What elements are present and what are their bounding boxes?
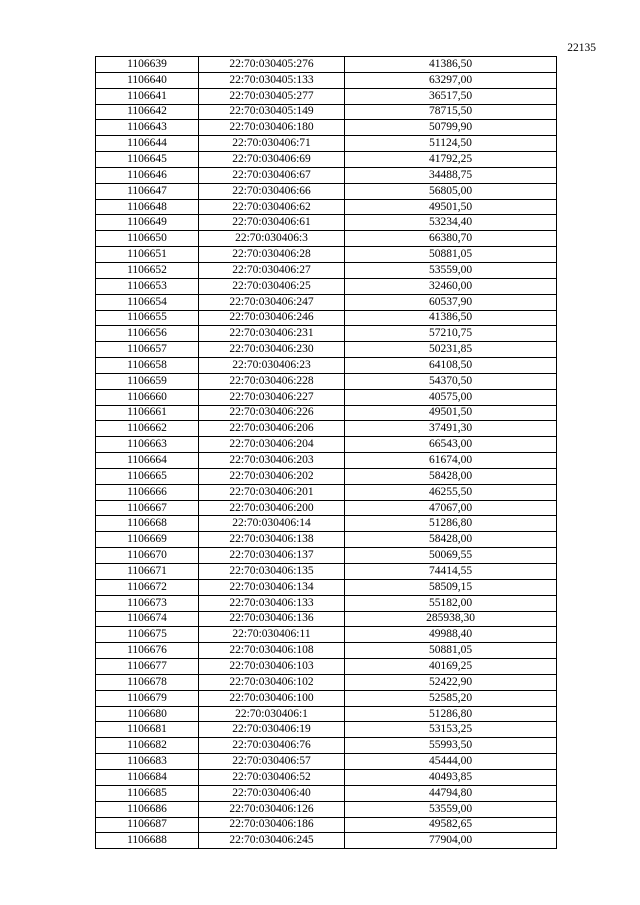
value-cell: 40169,25 bbox=[345, 659, 557, 675]
table-body bbox=[96, 57, 557, 849]
table-row bbox=[96, 532, 557, 548]
row-number-cell: 1106662 bbox=[96, 421, 199, 437]
table-row bbox=[96, 484, 557, 500]
table-row bbox=[96, 690, 557, 706]
value-cell: 285938,30 bbox=[345, 611, 557, 627]
row-number-cell: 1106645 bbox=[96, 152, 199, 168]
cadastral-number-cell: 22:70:030406:57 bbox=[199, 754, 345, 770]
value-cell: 50069,55 bbox=[345, 548, 557, 564]
table-row bbox=[96, 278, 557, 294]
value-cell: 45444,00 bbox=[345, 754, 557, 770]
row-number-cell: 1106674 bbox=[96, 611, 199, 627]
table-row bbox=[96, 706, 557, 722]
value-cell: 53234,40 bbox=[345, 215, 557, 231]
row-number-cell: 1106646 bbox=[96, 167, 199, 183]
row-number-cell: 1106681 bbox=[96, 722, 199, 738]
cadastral-number-cell: 22:70:030406:200 bbox=[199, 500, 345, 516]
cadastral-number-cell: 22:70:030405:149 bbox=[199, 104, 345, 120]
row-number-cell: 1106654 bbox=[96, 294, 199, 310]
cadastral-number-cell: 22:70:030406:230 bbox=[199, 342, 345, 358]
value-cell: 50881,05 bbox=[345, 247, 557, 263]
table-row bbox=[96, 136, 557, 152]
table-row bbox=[96, 294, 557, 310]
row-number-cell: 1106655 bbox=[96, 310, 199, 326]
cadastral-number-cell: 22:70:030406:180 bbox=[199, 120, 345, 136]
cadastral-number-cell: 22:70:030406:52 bbox=[199, 769, 345, 785]
cadastral-number-cell: 22:70:030406:40 bbox=[199, 785, 345, 801]
cadastral-number-cell: 22:70:030406:137 bbox=[199, 548, 345, 564]
value-cell: 40575,00 bbox=[345, 389, 557, 405]
value-cell: 55993,50 bbox=[345, 738, 557, 754]
table-row bbox=[96, 548, 557, 564]
cadastral-number-cell: 22:70:030406:108 bbox=[199, 643, 345, 659]
value-cell: 52585,20 bbox=[345, 690, 557, 706]
table-row bbox=[96, 801, 557, 817]
cadastral-number-cell: 22:70:030406:186 bbox=[199, 817, 345, 833]
row-number-cell: 1106680 bbox=[96, 706, 199, 722]
table-row bbox=[96, 199, 557, 215]
row-number-cell: 1106651 bbox=[96, 247, 199, 263]
value-cell: 58509,15 bbox=[345, 579, 557, 595]
cadastral-number-cell: 22:70:030406:66 bbox=[199, 183, 345, 199]
value-cell: 49501,50 bbox=[345, 199, 557, 215]
row-number-cell: 1106639 bbox=[96, 57, 199, 73]
row-number-cell: 1106679 bbox=[96, 690, 199, 706]
table-row bbox=[96, 326, 557, 342]
cadastral-number-cell: 22:70:030406:133 bbox=[199, 595, 345, 611]
row-number-cell: 1106644 bbox=[96, 136, 199, 152]
cadastral-number-cell: 22:70:030406:138 bbox=[199, 532, 345, 548]
value-cell: 32460,00 bbox=[345, 278, 557, 294]
value-cell: 53153,25 bbox=[345, 722, 557, 738]
table-row bbox=[96, 437, 557, 453]
row-number-cell: 1106664 bbox=[96, 453, 199, 469]
cadastral-number-cell: 22:70:030406:14 bbox=[199, 516, 345, 532]
cadastral-number-cell: 22:70:030406:126 bbox=[199, 801, 345, 817]
row-number-cell: 1106649 bbox=[96, 215, 199, 231]
value-cell: 55182,00 bbox=[345, 595, 557, 611]
table-row bbox=[96, 247, 557, 263]
row-number-cell: 1106658 bbox=[96, 358, 199, 374]
table-row bbox=[96, 564, 557, 580]
table-row bbox=[96, 769, 557, 785]
row-number-cell: 1106682 bbox=[96, 738, 199, 754]
table-row bbox=[96, 516, 557, 532]
cadastral-number-cell: 22:70:030406:62 bbox=[199, 199, 345, 215]
row-number-cell: 1106687 bbox=[96, 817, 199, 833]
cadastral-number-cell: 22:70:030406:136 bbox=[199, 611, 345, 627]
table-row bbox=[96, 183, 557, 199]
value-cell: 37491,30 bbox=[345, 421, 557, 437]
table-row bbox=[96, 611, 557, 627]
row-number-cell: 1106661 bbox=[96, 405, 199, 421]
table-row bbox=[96, 500, 557, 516]
row-number-cell: 1106672 bbox=[96, 579, 199, 595]
cadastral-number-cell: 22:70:030406:202 bbox=[199, 468, 345, 484]
row-number-cell: 1106685 bbox=[96, 785, 199, 801]
cadastral-number-cell: 22:70:030406:246 bbox=[199, 310, 345, 326]
row-number-cell: 1106643 bbox=[96, 120, 199, 136]
row-number-cell: 1106684 bbox=[96, 769, 199, 785]
cadastral-number-cell: 22:70:030406:100 bbox=[199, 690, 345, 706]
row-number-cell: 1106686 bbox=[96, 801, 199, 817]
row-number-cell: 1106671 bbox=[96, 564, 199, 580]
row-number-cell: 1106683 bbox=[96, 754, 199, 770]
value-cell: 74414,55 bbox=[345, 564, 557, 580]
value-cell: 53559,00 bbox=[345, 262, 557, 278]
value-cell: 58428,00 bbox=[345, 532, 557, 548]
cadastral-number-cell: 22:70:030406:23 bbox=[199, 358, 345, 374]
cadastral-number-cell: 22:70:030406:3 bbox=[199, 231, 345, 247]
cadastral-number-cell: 22:70:030406:1 bbox=[199, 706, 345, 722]
table-row bbox=[96, 817, 557, 833]
table-row bbox=[96, 262, 557, 278]
cadastral-number-cell: 22:70:030406:28 bbox=[199, 247, 345, 263]
value-cell: 47067,00 bbox=[345, 500, 557, 516]
row-number-cell: 1106665 bbox=[96, 468, 199, 484]
value-cell: 77904,00 bbox=[345, 833, 557, 849]
value-cell: 63297,00 bbox=[345, 72, 557, 88]
value-cell: 61674,00 bbox=[345, 453, 557, 469]
table-row bbox=[96, 215, 557, 231]
row-number-cell: 1106688 bbox=[96, 833, 199, 849]
cadastral-number-cell: 22:70:030405:133 bbox=[199, 72, 345, 88]
row-number-cell: 1106666 bbox=[96, 484, 199, 500]
cadastral-number-cell: 22:70:030406:19 bbox=[199, 722, 345, 738]
row-number-cell: 1106667 bbox=[96, 500, 199, 516]
table-row bbox=[96, 833, 557, 849]
value-cell: 57210,75 bbox=[345, 326, 557, 342]
value-cell: 53559,00 bbox=[345, 801, 557, 817]
cadastral-number-cell: 22:70:030406:227 bbox=[199, 389, 345, 405]
cadastral-number-cell: 22:70:030406:103 bbox=[199, 659, 345, 675]
table-row bbox=[96, 627, 557, 643]
table-row bbox=[96, 152, 557, 168]
table-row bbox=[96, 120, 557, 136]
value-cell: 41792,25 bbox=[345, 152, 557, 168]
row-number-cell: 1106663 bbox=[96, 437, 199, 453]
row-number-cell: 1106647 bbox=[96, 183, 199, 199]
table-row bbox=[96, 57, 557, 73]
row-number-cell: 1106653 bbox=[96, 278, 199, 294]
cadastral-number-cell: 22:70:030406:204 bbox=[199, 437, 345, 453]
value-cell: 41386,50 bbox=[345, 57, 557, 73]
cadastral-number-cell: 22:70:030406:27 bbox=[199, 262, 345, 278]
row-number-cell: 1106648 bbox=[96, 199, 199, 215]
row-number-cell: 1106669 bbox=[96, 532, 199, 548]
table-row bbox=[96, 722, 557, 738]
value-cell: 49501,50 bbox=[345, 405, 557, 421]
table-row bbox=[96, 674, 557, 690]
table-row bbox=[96, 405, 557, 421]
cadastral-number-cell: 22:70:030406:203 bbox=[199, 453, 345, 469]
cadastral-number-cell: 22:70:030406:228 bbox=[199, 373, 345, 389]
table-row bbox=[96, 579, 557, 595]
row-number-cell: 1106675 bbox=[96, 627, 199, 643]
value-cell: 50881,05 bbox=[345, 643, 557, 659]
row-number-cell: 1106676 bbox=[96, 643, 199, 659]
row-number-cell: 1106642 bbox=[96, 104, 199, 120]
row-number-cell: 1106678 bbox=[96, 674, 199, 690]
cadastral-number-cell: 22:70:030406:67 bbox=[199, 167, 345, 183]
cadastral-number-cell: 22:70:030406:201 bbox=[199, 484, 345, 500]
table-row bbox=[96, 389, 557, 405]
table-row bbox=[96, 72, 557, 88]
value-cell: 44794,80 bbox=[345, 785, 557, 801]
table-row bbox=[96, 358, 557, 374]
value-cell: 49582,65 bbox=[345, 817, 557, 833]
row-number-cell: 1106677 bbox=[96, 659, 199, 675]
value-cell: 49988,40 bbox=[345, 627, 557, 643]
cadastral-number-cell: 22:70:030406:11 bbox=[199, 627, 345, 643]
row-number-cell: 1106659 bbox=[96, 373, 199, 389]
value-cell: 51286,80 bbox=[345, 706, 557, 722]
row-number-cell: 1106656 bbox=[96, 326, 199, 342]
value-cell: 66380,70 bbox=[345, 231, 557, 247]
value-cell: 51124,50 bbox=[345, 136, 557, 152]
value-cell: 46255,50 bbox=[345, 484, 557, 500]
row-number-cell: 1106652 bbox=[96, 262, 199, 278]
value-cell: 56805,00 bbox=[345, 183, 557, 199]
table-row bbox=[96, 453, 557, 469]
row-number-cell: 1106670 bbox=[96, 548, 199, 564]
row-number-cell: 1106657 bbox=[96, 342, 199, 358]
table-row bbox=[96, 785, 557, 801]
table-row bbox=[96, 595, 557, 611]
cadastral-number-cell: 22:70:030406:206 bbox=[199, 421, 345, 437]
cadastral-value-table bbox=[95, 56, 557, 849]
value-cell: 50231,85 bbox=[345, 342, 557, 358]
value-cell: 66543,00 bbox=[345, 437, 557, 453]
table-row bbox=[96, 310, 557, 326]
cadastral-number-cell: 22:70:030406:76 bbox=[199, 738, 345, 754]
value-cell: 64108,50 bbox=[345, 358, 557, 374]
row-number-cell: 1106673 bbox=[96, 595, 199, 611]
table-row bbox=[96, 167, 557, 183]
cadastral-number-cell: 22:70:030406:231 bbox=[199, 326, 345, 342]
cadastral-number-cell: 22:70:030406:226 bbox=[199, 405, 345, 421]
value-cell: 40493,85 bbox=[345, 769, 557, 785]
cadastral-number-cell: 22:70:030406:25 bbox=[199, 278, 345, 294]
row-number-cell: 1106650 bbox=[96, 231, 199, 247]
table-row bbox=[96, 373, 557, 389]
row-number-cell: 1106640 bbox=[96, 72, 199, 88]
value-cell: 41386,50 bbox=[345, 310, 557, 326]
cadastral-number-cell: 22:70:030406:71 bbox=[199, 136, 345, 152]
cadastral-number-cell: 22:70:030405:277 bbox=[199, 88, 345, 104]
cadastral-number-cell: 22:70:030406:247 bbox=[199, 294, 345, 310]
page-number: 22135 bbox=[567, 42, 596, 54]
cadastral-number-cell: 22:70:030406:69 bbox=[199, 152, 345, 168]
table-row bbox=[96, 421, 557, 437]
table-row bbox=[96, 342, 557, 358]
cadastral-number-cell: 22:70:030406:135 bbox=[199, 564, 345, 580]
row-number-cell: 1106668 bbox=[96, 516, 199, 532]
row-number-cell: 1106660 bbox=[96, 389, 199, 405]
table-row bbox=[96, 231, 557, 247]
cadastral-number-cell: 22:70:030406:102 bbox=[199, 674, 345, 690]
table-row bbox=[96, 88, 557, 104]
table-row bbox=[96, 643, 557, 659]
cadastral-number-cell: 22:70:030406:61 bbox=[199, 215, 345, 231]
cadastral-number-cell: 22:70:030405:276 bbox=[199, 57, 345, 73]
value-cell: 58428,00 bbox=[345, 468, 557, 484]
cadastral-number-cell: 22:70:030406:134 bbox=[199, 579, 345, 595]
value-cell: 36517,50 bbox=[345, 88, 557, 104]
table-row bbox=[96, 659, 557, 675]
table-row bbox=[96, 468, 557, 484]
value-cell: 51286,80 bbox=[345, 516, 557, 532]
row-number-cell: 1106641 bbox=[96, 88, 199, 104]
value-cell: 54370,50 bbox=[345, 373, 557, 389]
cadastral-number-cell: 22:70:030406:245 bbox=[199, 833, 345, 849]
value-cell: 34488,75 bbox=[345, 167, 557, 183]
table-row bbox=[96, 754, 557, 770]
table-row bbox=[96, 738, 557, 754]
value-cell: 78715,50 bbox=[345, 104, 557, 120]
table-row bbox=[96, 104, 557, 120]
value-cell: 52422,90 bbox=[345, 674, 557, 690]
value-cell: 50799,90 bbox=[345, 120, 557, 136]
value-cell: 60537,90 bbox=[345, 294, 557, 310]
